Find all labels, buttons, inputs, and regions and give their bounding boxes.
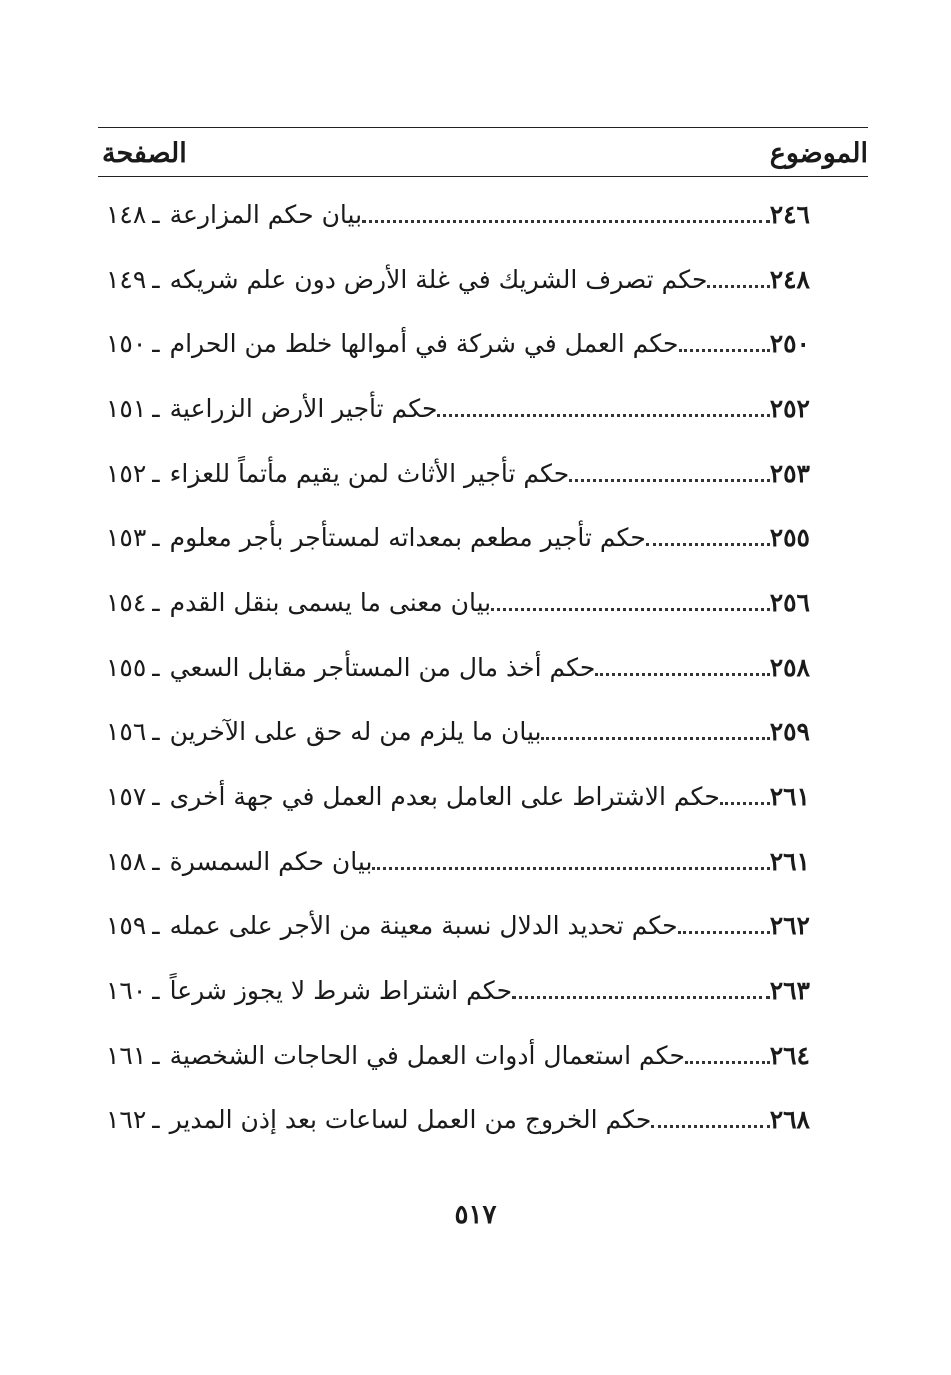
entry-page-number: ٢٥٣ [769, 458, 810, 488]
entry-page-number: ٢٥٦ [769, 587, 810, 617]
entry-number: ١٥٩ [106, 911, 147, 941]
toc-entry [100, 829, 812, 894]
entry-dash: ـ [152, 1105, 160, 1135]
entry-number: ١٥٠ [106, 329, 147, 359]
entry-title: بيان حكم السمسرة [169, 846, 373, 876]
header-top-rule [98, 127, 868, 128]
entry-title: حكم استعمال أدوات العمل في الحاجات الشخصية [169, 1040, 685, 1070]
entry-dash: ـ [152, 523, 160, 553]
dot-leader [679, 331, 770, 356]
entry-page-number: ٢٤٦ [769, 199, 810, 229]
entry-dash: ـ [152, 393, 160, 423]
toc-entry [100, 958, 812, 1023]
entry-dash: ـ [152, 458, 160, 488]
entry-title: حكم تحديد الدلال نسبة معينة من الأجر على عمله [169, 911, 678, 941]
entry-title: حكم أخذ مال من المستأجر مقابل السعي [169, 652, 596, 682]
entry-dash: ـ [152, 976, 160, 1006]
entry-page-number: ٢٦١ [769, 846, 810, 876]
toc-header [98, 134, 868, 174]
entry-dash: ـ [152, 782, 160, 812]
entry-number: ١٦٠ [106, 976, 147, 1006]
entry-page-number: ٢٦١ [769, 782, 810, 812]
dot-leader [707, 267, 769, 292]
dot-leader [651, 1107, 769, 1132]
toc-entry [100, 700, 812, 765]
page-column-label: الصفحة [102, 138, 187, 169]
entry-number: ١٤٩ [106, 264, 147, 294]
entry-page-number: ٢٥٢ [769, 393, 810, 423]
toc-entry [100, 376, 812, 441]
entry-number: ١٥٧ [106, 782, 147, 812]
entry-dash: ـ [152, 652, 160, 682]
dot-leader [541, 719, 769, 744]
table-of-contents [100, 182, 812, 1152]
toc-entry [100, 311, 812, 376]
entry-dash: ـ [152, 587, 160, 617]
entry-number: ١٦٢ [106, 1105, 147, 1135]
toc-entry [100, 1023, 812, 1088]
dot-leader [678, 913, 770, 938]
entry-dash: ـ [152, 911, 160, 941]
dot-leader [372, 849, 769, 874]
entry-title: حكم تأجير الأثاث لمن يقيم مأتماً للعزاء [169, 458, 570, 488]
entry-title: حكم الاشتراط على العامل بعدم العمل في جهة أخرى [169, 782, 720, 812]
dot-leader [720, 784, 770, 809]
entry-dash: ـ [152, 1040, 160, 1070]
dot-leader [491, 590, 770, 615]
entry-title: بيان ما يلزم من له حق على الآخرين [169, 717, 542, 747]
dot-leader [685, 1043, 770, 1068]
dot-leader [646, 525, 770, 550]
entry-number: ١٦١ [106, 1040, 147, 1070]
toc-entry [100, 441, 812, 506]
entry-number: ١٥٢ [106, 458, 147, 488]
dot-leader [362, 202, 770, 227]
dot-leader [437, 396, 769, 421]
entry-number: ١٥٤ [106, 587, 147, 617]
entry-dash: ـ [152, 329, 160, 359]
dot-leader [512, 978, 770, 1003]
toc-entry [100, 182, 812, 247]
entry-dash: ـ [152, 199, 160, 229]
entry-title: حكم اشتراط شرط لا يجوز شرعاً [169, 976, 513, 1006]
entry-number: ١٥٥ [106, 652, 147, 682]
entry-number: ١٥١ [106, 393, 147, 423]
toc-entry [100, 247, 812, 312]
dot-leader [595, 655, 769, 680]
entry-page-number: ٢٥٩ [769, 717, 810, 747]
entry-title: حكم تأجير مطعم بمعداته لمستأجر بأجر معلوم [169, 523, 646, 553]
toc-entry [100, 505, 812, 570]
entry-title: حكم تأجير الأرض الزراعية [169, 393, 438, 423]
entry-dash: ـ [152, 846, 160, 876]
toc-entry [100, 1088, 812, 1153]
entry-number: ١٥٨ [106, 846, 147, 876]
entry-page-number: ٢٥٨ [769, 652, 810, 682]
dot-leader [569, 461, 769, 486]
toc-entry [100, 764, 812, 829]
entry-page-number: ٢٦٤ [769, 1040, 810, 1070]
entry-page-number: ٢٦٨ [769, 1105, 810, 1135]
entry-page-number: ٢٤٨ [769, 264, 810, 294]
entry-title: حكم العمل في شركة في أموالها خلط من الحرام [169, 329, 679, 359]
toc-entry [100, 635, 812, 700]
entry-dash: ـ [152, 717, 160, 747]
entry-page-number: ٢٥٠ [769, 329, 810, 359]
toc-entry [100, 894, 812, 959]
toc-entry [100, 570, 812, 635]
topic-column-label: الموضوع [769, 138, 868, 169]
entry-title: حكم الخروج من العمل لساعات بعد إذن المدير [169, 1105, 652, 1135]
entry-number: ١٥٣ [106, 523, 147, 553]
header-bottom-rule [98, 176, 868, 177]
entry-page-number: ٢٥٥ [769, 523, 810, 553]
entry-title: بيان معنى ما يسمى بنقل القدم [169, 587, 492, 617]
entry-title: بيان حكم المزارعة [169, 199, 363, 229]
entry-number: ١٤٨ [106, 199, 147, 229]
page-number: ٥١٧ [454, 1200, 497, 1230]
entry-page-number: ٢٦٣ [769, 976, 810, 1006]
entry-dash: ـ [152, 264, 160, 294]
entry-number: ١٥٦ [106, 717, 147, 747]
entry-title: حكم تصرف الشريك في غلة الأرض دون علم شريكه [169, 264, 708, 294]
entry-page-number: ٢٦٢ [769, 911, 810, 941]
